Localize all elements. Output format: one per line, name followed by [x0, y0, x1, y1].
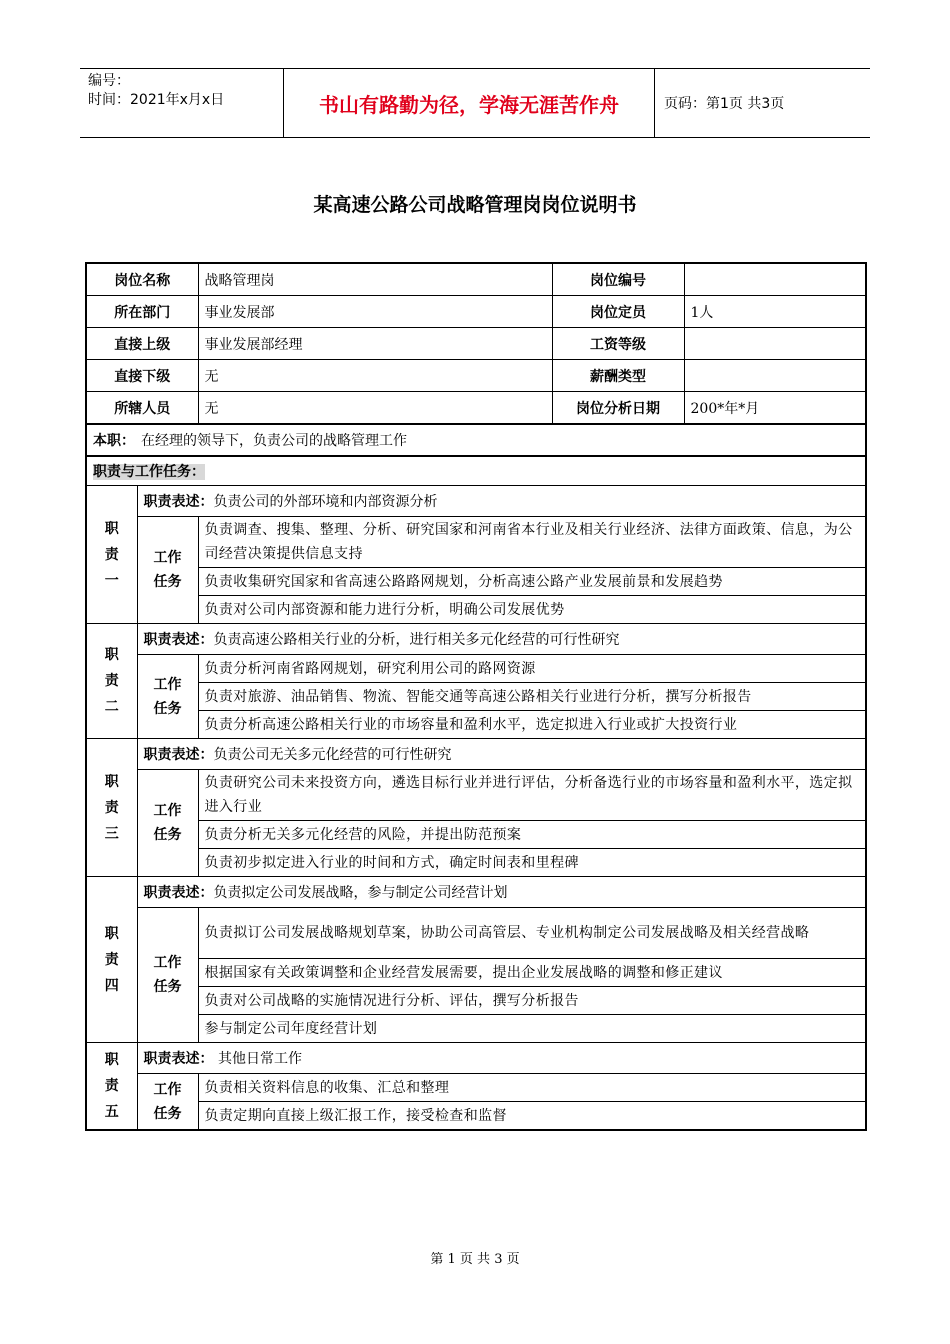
task-text: 负责收集研究国家和省高速公路路网规划，分析高速公路产业发展前景和发展趋势: [198, 568, 866, 596]
table-body: [86, 263, 866, 1130]
document-title: 某高速公路公司战略管理岗岗位说明书: [313, 194, 637, 216]
duty-number: [86, 1043, 137, 1131]
duty-number: [86, 486, 137, 624]
task-label-line: 任务: [153, 1105, 182, 1122]
header-number: 编号：: [88, 73, 130, 89]
task-text: 负责拟订公司发展战略规划草案，协助公司高管层、专业机构制定公司发展战略及相关经营战略: [198, 908, 866, 959]
duty-number-char: 职: [104, 773, 119, 790]
duty-statement-text: 负责拟定公司发展战略，参与制定公司经营计划: [213, 885, 508, 901]
info-label: 所辖人员: [86, 392, 198, 425]
task-row: [86, 849, 866, 877]
duty-statement-label: 职责表述：: [143, 885, 214, 901]
header-motto: 书山有路勤为径，学海无涯苦作舟: [283, 69, 655, 137]
task-label: [137, 655, 198, 739]
duty-statement-label: 职责表述：: [143, 632, 214, 648]
duty-statement: [137, 877, 866, 908]
info-value: [684, 263, 866, 296]
task-label-line: 工作: [153, 676, 182, 693]
task-label-line: 任务: [153, 574, 182, 590]
benzhi-text: 在经理的领导下，负责公司的战略管理工作: [141, 433, 407, 449]
task-row: [86, 655, 866, 683]
section-cell: [86, 456, 866, 486]
info-label: 直接上级: [86, 328, 198, 360]
task-row: [86, 1015, 866, 1043]
task-row: [86, 770, 866, 821]
duty-number: [86, 739, 137, 877]
task-row: [86, 568, 866, 596]
task-row: [86, 683, 866, 711]
info-label: 岗位定员: [552, 296, 684, 328]
info-value: 200*年*月: [684, 392, 866, 425]
duty-statement-text: 负责高速公路相关行业的分析，进行相关多元化经营的可行性研究: [213, 632, 620, 648]
duty-number-char: 责: [104, 546, 119, 563]
info-row: [86, 296, 866, 328]
info-label: 薪酬类型: [552, 360, 684, 392]
duty-number-char: 职: [104, 520, 119, 537]
duty-statement-text: 负责公司的外部环境和内部资源分析: [213, 494, 438, 510]
task-row: [86, 908, 866, 959]
benzhi-label: 本职：: [93, 433, 135, 449]
info-label: 岗位分析日期: [552, 392, 684, 425]
task-text: 负责对旅游、油品销售、物流、智能交通等高速公路相关行业进行分析，撰写分析报告: [198, 683, 866, 711]
info-value: 1人: [684, 296, 866, 328]
duty-statement-label: 职责表述：: [143, 1051, 214, 1067]
info-value: [684, 328, 866, 360]
duty-number-char: 责: [104, 1078, 119, 1094]
task-text: 负责定期向直接上级汇报工作，接受检查和监督: [198, 1102, 866, 1131]
task-label-line: 工作: [153, 803, 182, 819]
task-text: 负责分析河南省路网规划，研究利用公司的路网资源: [198, 655, 866, 683]
duty-number-char: 二: [104, 699, 119, 715]
duty-number-char: 职: [104, 647, 119, 663]
info-label: 工资等级: [552, 328, 684, 360]
info-value: 战略管理岗: [198, 263, 552, 296]
info-row: [86, 263, 866, 296]
task-label: [137, 908, 198, 1043]
task-label-line: 工作: [153, 550, 182, 566]
duty-number-char: 五: [104, 1104, 119, 1120]
duty-number-char: 责: [104, 673, 119, 689]
info-row: [86, 328, 866, 360]
task-text: 负责研究公司未来投资方向，遴选目标行业并进行评估，分析备选行业的市场容量和盈利水平，选定拟进入行业: [198, 770, 866, 821]
duty-statement-text: 负责公司无关多元化经营的可行性研究: [213, 747, 452, 763]
info-value: 无: [198, 360, 552, 392]
info-row: [86, 360, 866, 392]
duty-statement-row: [86, 624, 866, 655]
info-value: 事业发展部: [198, 296, 552, 328]
task-text: 负责分析高速公路相关行业的市场容量和盈利水平，选定拟进入行业或扩大投资行业: [198, 711, 866, 739]
task-label-line: 任务: [153, 700, 182, 717]
duty-number-char: 三: [104, 825, 119, 842]
duty-number-char: 责: [104, 799, 119, 816]
info-label: 岗位名称: [86, 263, 198, 296]
page-header: [80, 68, 870, 138]
task-row: [86, 987, 866, 1015]
duty-number-char: 职: [104, 925, 119, 942]
duty-statement: [137, 739, 866, 770]
task-label-line: 工作: [153, 1081, 182, 1098]
section-label: 职责与工作任务：: [93, 464, 205, 480]
task-label: [137, 770, 198, 877]
job-description-table: [85, 262, 867, 1131]
page-footer: 第 1 页 共 3 页: [430, 1252, 520, 1267]
task-text: 根据国家有关政策调整和企业经营发展需要，提出企业发展战略的调整和修正建议: [198, 959, 866, 987]
duty-statement: [137, 1043, 866, 1074]
task-label: [137, 1074, 198, 1131]
task-row: [86, 711, 866, 739]
task-label-line: 任务: [153, 979, 182, 995]
duty-statement-row: [86, 877, 866, 908]
info-value: 事业发展部经理: [198, 328, 552, 360]
task-text: 负责分析无关多元化经营的风险，并提出防范预案: [198, 821, 866, 849]
task-row: [86, 1074, 866, 1102]
duty-number-char: 责: [104, 951, 119, 968]
header-meta: [88, 72, 278, 110]
duty-statement-label: 职责表述：: [143, 494, 214, 510]
task-text: 负责对公司战略的实施情况进行分析、评估，撰写分析报告: [198, 987, 866, 1015]
duty-statement-label: 职责表述：: [143, 747, 214, 763]
task-label: [137, 517, 198, 624]
task-label-line: 工作: [153, 955, 182, 971]
header-time: 时间：2021年x月x日: [88, 92, 225, 108]
duty-statement-text: 其他日常工作: [213, 1051, 302, 1067]
task-text: 负责初步拟定进入行业的时间和方式，确定时间表和里程碑: [198, 849, 866, 877]
section-row: [86, 456, 866, 486]
duty-number-char: 一: [104, 572, 119, 589]
benzhi-cell: [86, 424, 866, 456]
info-value: 无: [198, 392, 552, 425]
duty-number-char: 职: [104, 1052, 119, 1068]
task-row: [86, 959, 866, 987]
info-value: [684, 360, 866, 392]
duty-statement-row: [86, 486, 866, 517]
info-label: 所在部门: [86, 296, 198, 328]
info-label: 直接下级: [86, 360, 198, 392]
task-row: [86, 596, 866, 624]
task-label-line: 任务: [153, 827, 182, 843]
duty-statement-row: [86, 739, 866, 770]
task-row: [86, 517, 866, 568]
task-row: [86, 821, 866, 849]
info-row: [86, 392, 866, 425]
duty-number: [86, 624, 137, 739]
duty-number: [86, 877, 137, 1043]
header-page: 页码：第1页 共3页: [664, 96, 785, 112]
duty-statement: [137, 486, 866, 517]
task-text: 参与制定公司年度经营计划: [198, 1015, 866, 1043]
duty-statement-row: [86, 1043, 866, 1074]
task-text: 负责调查、搜集、整理、分析、研究国家和河南省本行业及相关行业经济、法律方面政策、信息，为公司经营决策提供信息支持: [198, 517, 866, 568]
duty-number-char: 四: [104, 977, 119, 994]
task-text: 负责对公司内部资源和能力进行分析，明确公司发展优势: [198, 596, 866, 624]
task-text: 负责相关资料信息的收集、汇总和整理: [198, 1074, 866, 1102]
benzhi-row: [86, 424, 866, 456]
duty-statement: [137, 624, 866, 655]
task-row: [86, 1102, 866, 1131]
info-label: 岗位编号: [552, 263, 684, 296]
